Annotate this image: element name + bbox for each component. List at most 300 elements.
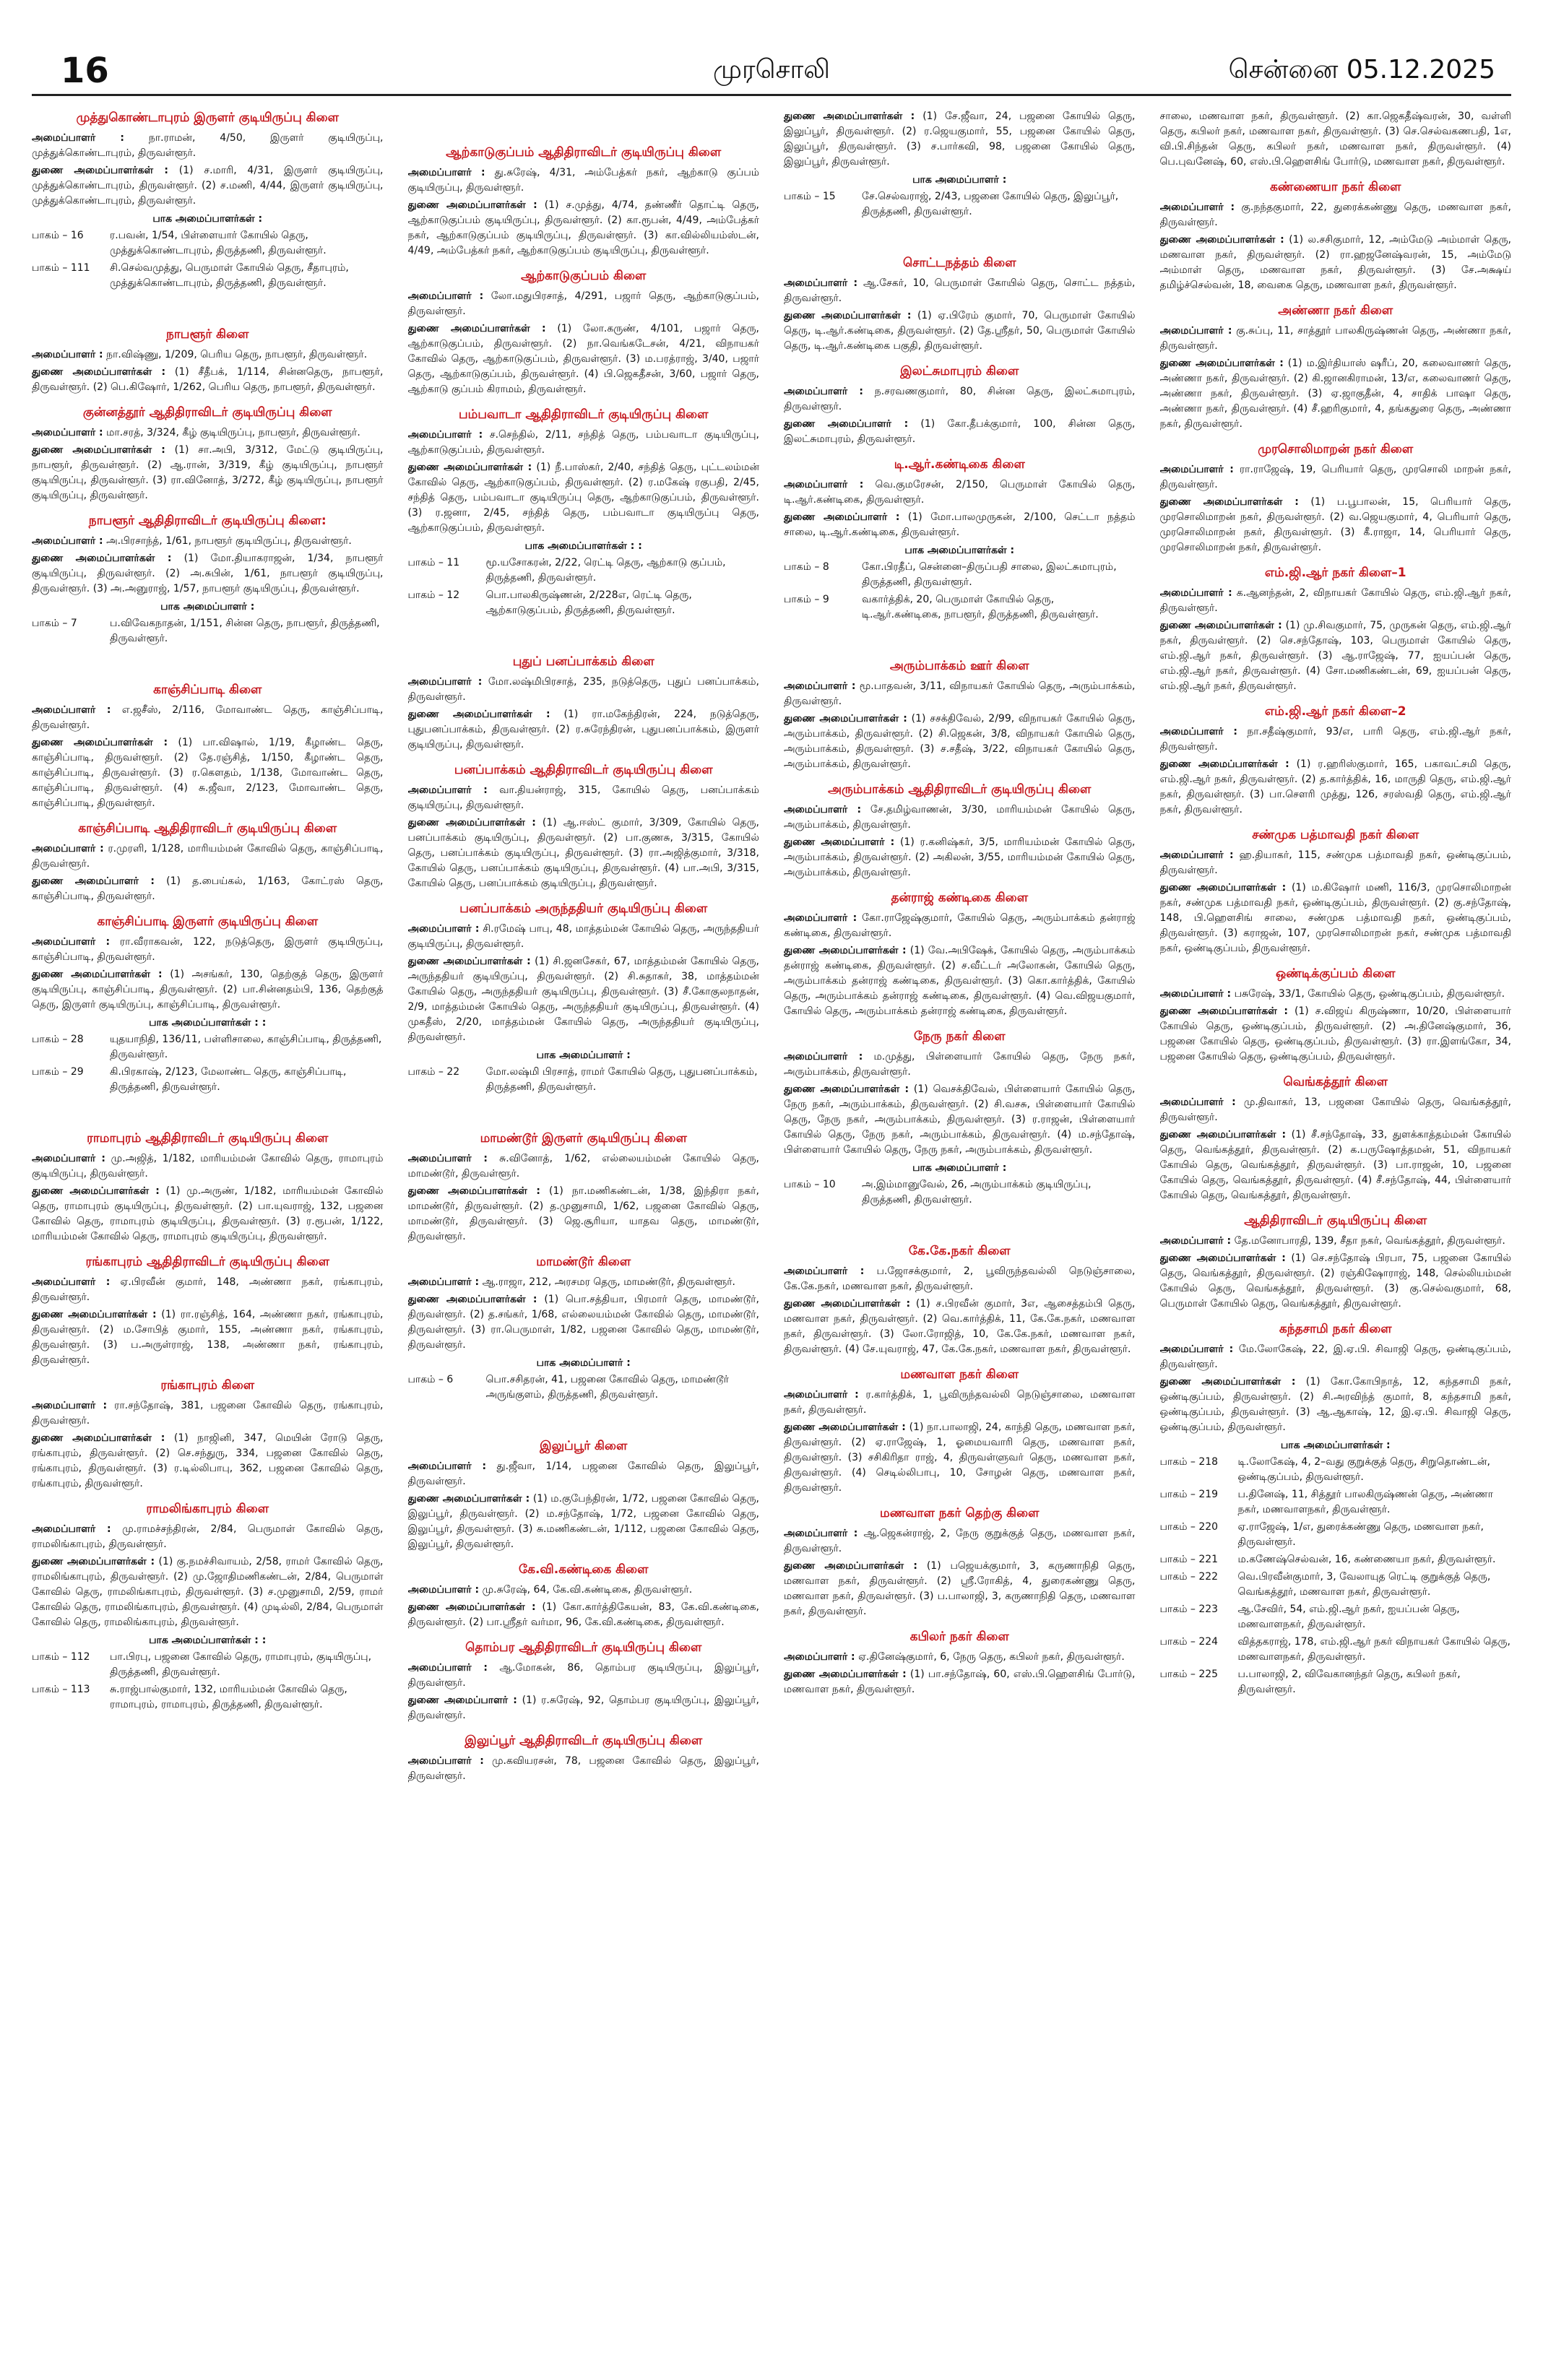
role-label: அமைப்பாளர் : <box>784 277 858 289</box>
role-label: துணை அமைப்பாளர்கள் : <box>784 713 907 724</box>
booth-number: பாகம் – 111 <box>32 262 90 274</box>
branch-section <box>408 761 760 891</box>
role-label: துணை அமைப்பாளர்கள் : <box>32 444 165 456</box>
role-label: அமைப்பாளர் : <box>1159 849 1234 861</box>
office-bearer-entry <box>784 943 1136 1019</box>
booth-entry <box>408 1372 760 1403</box>
booth-member: கி.பிரகாஷ், 2/123, மேலாண்ட தெரு, காஞ்சிப்பாடி, திருத்தணி, திருவள்ளூர். <box>110 1066 347 1093</box>
booth-heading: பாக அமைப்பாளர் : <box>536 1050 631 1061</box>
branch-section <box>784 889 1136 1019</box>
member-details: ரா.ராஜேஷ், 19, பெரியார் தெரு, முரசொலி மாறன் நகர், திருவள்ளூர். <box>1159 464 1511 490</box>
role-label: அமைப்பாளர் : <box>784 680 856 692</box>
role-label: அமைப்பாளர் : <box>407 676 483 688</box>
member-details: (1) பஜெயக்குமார், 3, கருணாநிதி தெரு, மணவாள நகர், திருவள்ளூர். (2) ஸ்ரீ.ரோகித், 4, துரைகண்ணு தெரு, மணவாள நகர், திருவள்ளூர். (3) ப.பாலாஜி, 3, கருணாநிதி தெரு, மணவாள நகர், திருவள்ளூர். <box>784 1560 1136 1617</box>
role-label: அமைப்பாளர் : <box>784 1389 859 1401</box>
branch-title: இலுப்பூர் ஆதிதிராவிடர் குடியிருப்பு கிளை <box>464 1734 703 1748</box>
booth-number: பாகம் – 22 <box>407 1066 460 1078</box>
booth-member: பொ.பாலகிருஷ்ணன், 2/228எ, ரெட்டி தெரு, ஆற்காடுகுப்பம், திருத்தணி, திருவள்ளூர். <box>485 589 692 616</box>
role-label: துணை அமைப்பாளர்கள் : <box>1159 620 1282 631</box>
office-bearer-entry <box>784 802 1136 833</box>
booth-number: பாகம் – 218 <box>1159 1456 1219 1468</box>
role-label: துணை அமைப்பாளர் : <box>784 418 909 430</box>
booth-member: மோ.லஷ்மி பிரசாத், ராமர் கோயில் தெரு, புதுபனப்பாக்கம், திருத்தணி, திருவள்ளூர். <box>485 1066 758 1093</box>
member-details: வெ.குமரேசன், 2/150, பெருமாள் கோயில் தெரு, டி.ஆர்.கண்டிகை, திருவள்ளூர். <box>784 479 1136 506</box>
branch-title: நாபளூர் ஆதிதிராவிடர் குடியிருப்பு கிளை: <box>88 514 327 528</box>
branch-section <box>408 1639 760 1723</box>
branch-section <box>784 781 1136 880</box>
branch-title: ராமாபுரம் ஆதிதிராவிடர் குடியிருப்பு கிளை <box>87 1131 329 1146</box>
branch-section <box>32 512 384 646</box>
booth-member: ப.விவேகநாதன், 1/151, சின்ன தெரு, நாபளூர், திருத்தணி, திருவள்ளூர். <box>110 618 380 644</box>
office-bearer-entry <box>1160 200 1512 230</box>
office-bearer-entry <box>784 417 1136 447</box>
branch-title: ஒண்டிக்குப்பம் கிளை <box>1275 966 1396 981</box>
member-details: (1) கோ.கோபிநாத், 12, கந்தசாமி நகர், ஒண்டிகுப்பம், திருவள்ளூர். (2) சி.அரவிந்த் குமார், 8, கந்தசாமி நகர், ஒண்டிகுப்பம், திருவள்ளூர். (3) ஆ.ஆகாஷ், 12, இ.ஏ.பி. சிவாஜி தெரு, ஒண்டிகுப்பம், திருவள்ளூர். <box>1159 1376 1511 1433</box>
office-bearer-entry <box>32 365 384 395</box>
branch-section <box>408 267 760 397</box>
office-bearer-entry <box>32 935 384 965</box>
office-bearer-entry <box>32 551 384 597</box>
role-label: அமைப்பாளர் : <box>1159 726 1237 737</box>
member-details: ஏ.தினேஷ்குமார், 6, நேரு தெரு, கபிலர் நகர், திருவள்ளூர். <box>858 1651 1125 1663</box>
member-details: (1) கு.நமச்சிவாயம், 2/58, ராமர் கோவில் தெரு, ராமலிங்காபுரம், திருவள்ளூர். (2) மு.ஜோதிமணிகண்டன், 2/84, பெருமாள் கோவில் தெரு, ராமலிங்காபுரம், திருவள்ளூர். (3) ச.முனுசாமி, 2/59, ராமர் கோவில் தெரு, ராமலிங்காபுரம், திருவள்ளூர். (4) முடில்லி, 2/84, பெருமாள் கோவில் தெரு, ராமலிங்காபுரம், திருவள்ளூர். <box>32 1556 384 1628</box>
branch-section <box>1160 1320 1512 1697</box>
member-details: (1) ர.கனிஷ்கர், 3/5, மாரியம்மன் கோயில் தெரு, அரும்பாக்கம், திருவள்ளூர். (2) அகிலன், 3/55, மாரியம்மன் கோயில் தெரு, அரும்பாக்கம், திருவள்ளூர். <box>784 836 1136 878</box>
member-details: (1) வெசக்திவேல், பிள்ளையார் கோயில் தெரு, நேரு நகர், அரும்பாக்கம், திருவள்ளூர். (2) சி.வசசு, பிள்ளையார் கோயில் தெரு, நேரு நகர், அரும்பாக்கம், திருவள்ளூர். (3) ர.ராஜன், பிள்ளையார் கோயில் தெரு, நேரு நகர், அரும்பாக்கம், திருவள்ளூர். (4) ம.சந்தோஷ், பிள்ளையார் கோயில் தெரு, நேரு நகர், அரும்பாக்கம், திருவள்ளூர். <box>784 1083 1136 1156</box>
branch-section <box>32 404 384 503</box>
booth-number: பாகம் – 220 <box>1159 1521 1219 1533</box>
booth-member: ஏ.ராஜேஷ், 1/எ, துரைக்கண்ணு தெரு, மணவாள நகர், திருவள்ளூர். <box>1237 1521 1484 1548</box>
branch-title: சண்முக பத்மாவதி நகர் கிளை <box>1252 828 1419 842</box>
role-label: அமைப்பாளர் : <box>1159 1343 1234 1355</box>
office-bearer-entry <box>408 1661 760 1691</box>
branch-section <box>408 1561 760 1630</box>
branch-section <box>784 254 1136 354</box>
role-label: அமைப்பாளர் : <box>1159 587 1232 599</box>
booth-entry <box>1160 1455 1512 1485</box>
office-bearer-entry <box>408 675 760 705</box>
column-4 <box>1160 109 1512 2370</box>
member-details: மு.ராமச்சந்திரன், 2/84, பெருமாள் கோவில் தெரு, ராமலிங்காபுரம், திருவள்ளூர். <box>32 1523 384 1550</box>
member-details: கு.சுப்பு, 11, சாத்தூர் பாலகிருஷ்ணன் தெரு, அண்ணா நகர், திருவள்ளூர். <box>1159 325 1511 352</box>
branch-title: காஞ்சிப்பாடி இருளர் குடியிருப்பு கிளை <box>97 914 319 929</box>
role-label: அமைப்பாளர் : <box>32 132 125 144</box>
role-label: அமைப்பாளர் : <box>407 429 483 441</box>
member-details: (1) ஆ.ஈஸ்ட் குமார், 3/309, கோயில் தெரு, பனப்பாக்கம் குடியிருப்பு, திருவள்ளூர். (2) பா.குணசு, 3/315, கோயில் தெரு, பனப்பாக்கம் குடியிருப்பு, திருவள்ளூர். (3) ரா.அஜித்குமார், 3/318, கோயில் தெரு, பனப்பாக்கம் குடியிருப்பு, திருவள்ளூர். (4) பா.அபி, 3/315, கோயில் தெரு, பனப்பாக்கம் குடியிருப்பு, திருவள்ளூர். <box>407 817 759 889</box>
office-bearer-entry <box>32 443 384 503</box>
office-bearer-entry <box>32 703 384 733</box>
office-bearer-entry <box>32 1275 384 1305</box>
branch-title: நேரு நகர் கிளை <box>913 1029 1006 1044</box>
edition-date: சென்னை 05.12.2025 <box>1228 55 1495 85</box>
office-bearer-entry <box>408 707 760 753</box>
branch-section <box>784 363 1136 447</box>
member-details: எ.ஜசீஸ், 2/116, மோவாண்ட தெரு, காஞ்சிப்பாடி, திருவள்ளூர். <box>32 704 384 731</box>
member-details: (1) சீ.சந்தோஷ், 33, துளக்காத்தம்மன் கோயில் தெரு, வெங்கத்தூர், திருவள்ளூர். (2) க.பருஷோத்தமன், 51, விநாயகர் கோயில் தெரு, வெங்கத்தூர், திருவள்ளூர். (3) பா.ராஜன், 10, பஜனை கோயில் தெரு, வெங்கத்தூர், திருவள்ளூர். (4) சீ.சந்தோஷ், 44, பிள்ளையார் கோயில் தெரு, வெங்கத்தூர், திருவள்ளூர். <box>1159 1129 1511 1201</box>
office-bearer-entry <box>408 460 760 536</box>
member-details: மு.சுரேஷ், 64, கே.வி.கண்டிகை, திருவள்ளூர். <box>482 1584 693 1596</box>
role-label: துணை அமைப்பாளர்கள் : <box>784 111 915 122</box>
office-bearer-entry <box>1160 757 1512 818</box>
branch-title: கந்தசாமி நகர் கிளை <box>1279 1322 1392 1336</box>
booth-number: பாகம் – 10 <box>784 1179 836 1190</box>
branch-section <box>1160 564 1512 694</box>
booth-member: சு.ராஜ்பால்குமார், 132, மாரியம்மன் கோவில் தெரு, ராமாபுரம், ராமாபுரம், திருத்தணி, திருவள்ளூர். <box>110 1684 347 1710</box>
member-details: நா.விஷ்ணு, 1/209, பெரிய தெரு, நாபளூர், திருவள்ளூர். <box>106 349 368 360</box>
member-details: சாலை, மணவாள நகர், திருவள்ளூர். (2) கா.ஜெகதீஷ்வரன், 30, வள்ளி தெரு, கபிலர் நகர், மணவாள நகர், திருவள்ளூர். (3) செ.செல்வகணபதி, 1எ, வி.பி.சிந்தன் தெரு, கபிலர் நகர், மணவாள நகர், திருவள்ளூர். (4) பெ.புவனேஷ், 60, எஸ்.பி.ஹௌசிங் போர்டு, மணவாள நகர், திருவள்ளூர். <box>1159 111 1511 168</box>
role-label: அமைப்பாளர் : <box>1159 464 1234 475</box>
member-details: (1) மு.அருண், 1/182, மாரியம்மன் கோவில் தெரு, ராமாபுரம் குடியிருப்பு, திருவள்ளூர். (2) பா.யுவராஜ், 132, பஜனை கோவில் தெரு, ராமாபுரம் குடியிருப்பு, திருவள்ளூர். (3) ர.ரூபன், 1/122, மாரியம்மன் கோவில் தெரு, ராமாபுரம் குடியிருப்பு, திருவள்ளூர். <box>32 1185 384 1242</box>
role-label: துணை அமைப்பாளர்கள் : <box>1159 1129 1287 1141</box>
member-details: மூ.பாதவன், 3/11, விநாயகர் கோயில் தெரு, அரும்பாக்கம், திருவள்ளூர். <box>784 680 1136 707</box>
role-label: அமைப்பாளர் : <box>407 167 485 178</box>
booth-member: வெ.பிரவீன்குமார், 3, வேலாயுத ரெட்டி குறுக்குத் தெரு, வெங்கத்தூர், மணவாள நகர், திருவள்ளூர். <box>1237 1571 1491 1598</box>
member-details: ர.கார்த்திக், 1, பூவிருந்தவல்லி நெடுஞ்சாலை, மணவாள நகர், திருவள்ளூர். <box>784 1389 1136 1416</box>
office-bearer-entry <box>784 1082 1136 1158</box>
office-bearer-entry <box>784 1388 1136 1418</box>
branch-title: ரங்காபுரம் ஆதிதிராவிடர் குடியிருப்பு கிளை <box>85 1255 329 1269</box>
office-bearer-entry <box>408 1151 760 1182</box>
role-label: துணை அமைப்பாளர்கள் : <box>407 462 532 473</box>
role-label: துணை அமைப்பாளர்கள் : <box>32 1432 165 1444</box>
branch-title: முத்துகொண்டாபுரம் இருளர் குடியிருப்பு கிளை <box>76 111 339 125</box>
booth-entry <box>1160 1635 1512 1665</box>
booth-entry <box>1160 1487 1512 1518</box>
branch-section <box>784 1028 1136 1208</box>
booth-heading: பாக அமைப்பாளர்கள் : <box>904 545 1015 556</box>
member-details: (1) மோ.தியாகராஜன், 1/34, நாபளூர் குடியிருப்பு, திருவள்ளூர். (2) அ.சுபின், 1/61, நாபளூர் குடியிருப்பு, திருவள்ளூர். (3) அ.அனுராஜ், 1/57, நாபளூர் குடியிருப்பு, திருவள்ளூர். <box>32 553 384 594</box>
member-details: தே.மனோபாரதி, 139, சீதா நகர், வெங்கத்தூர், திருவள்ளூர். <box>1234 1235 1505 1247</box>
office-bearer-entry <box>784 308 1136 354</box>
branch-title: எம்.ஜி.ஆர் நகர் கிளை–1 <box>1264 566 1406 580</box>
booth-member: ப.பாலாஜி, 2, விவேகானந்தர் தெரு, கபிலர் நகர், திருவள்ளூர். <box>1237 1669 1461 1695</box>
branch-section <box>784 657 1136 772</box>
branch-title: கே.வி.கண்டிகை கிளை <box>519 1562 649 1577</box>
booth-number: பாகம் – 223 <box>1159 1604 1219 1615</box>
office-bearer-entry <box>408 1693 760 1723</box>
booth-entry <box>32 1065 384 1095</box>
masthead <box>32 43 1511 96</box>
booth-member: ப.தினேஷ், 11, சித்தூர் பாலகிருஷ்ணன் தெரு, அண்ணா நகர், மணவாளநகர், திருவள்ளூர். <box>1237 1489 1493 1515</box>
office-bearer-entry <box>1160 109 1512 170</box>
booth-heading: பாக அமைப்பாளர்கள் : : <box>149 1635 267 1646</box>
office-bearer-entry <box>784 1559 1136 1619</box>
branch-section <box>408 1130 760 1245</box>
branch-title: இலுப்பூர் கிளை <box>540 1439 628 1453</box>
office-bearer-entry <box>408 954 760 1045</box>
role-label: அமைப்பாளர் : <box>1159 988 1232 1000</box>
booth-member: சி.செல்வமுத்து, பெருமாள் கோயில் தெரு, சீதாபுரம், முத்துக்கொண்டாபுரம், திருத்தணி, திருவள்ளூர். <box>110 262 349 289</box>
office-bearer-entry <box>408 1459 760 1489</box>
member-details: (1) ச.பிரவீன் குமார், 3எ, ஆசைத்தம்பி தெரு, மணவாள நகர், திருவள்ளூர். (2) வெ.கார்த்திக், 11, கே.கே.நகர், மணவாள நகர், திருவள்ளூர். (3) லோ.ரோஜித், 10, கே.கே.நகர், மணவாள நகர், திருவள்ளூர். (4) சே.யுவராஜ், 47, கே.கே.நகர், மணவாள நகர், திருவள்ளூர். <box>784 1298 1136 1355</box>
member-details: கோ.ராஜேஷ்குமார், கோயில் தெரு, அரும்பாக்கம் தன்ராஜ் கண்டிகை, திருவள்ளூர். <box>784 912 1136 939</box>
member-details: ஆ.சேகர், 10, பெருமாள் கோயில் தெரு, சொட்ட நத்தம், திருவள்ளூர். <box>784 277 1136 304</box>
branch-section <box>408 1437 760 1552</box>
booth-number: பாகம் – 12 <box>407 589 460 601</box>
branch-section <box>784 1242 1136 1357</box>
member-details: அ.பிரசாந்த், 1/61, நாபளூர் குடியிருப்பு, திருவள்ளூர். <box>106 535 352 547</box>
booth-member: பா.பிரபு, பஜனை கோவில் தெரு, ராமாபுரம், குடியிருப்பு, திருத்தணி, திருவள்ளூர். <box>110 1651 372 1678</box>
member-details: வா.தியன்ராஜ், 315, கோயில் தெரு, பனப்பாக்கம் குடியிருப்பு, திருவள்ளூர். <box>407 784 759 811</box>
booth-entry <box>32 616 384 646</box>
branch-section <box>1160 965 1512 1065</box>
member-details: து.சுரேஷ், 4/31, அம்பேத்கர் நகர், ஆற்காடு குப்பம் குடியிருப்பு, திருவள்ளூர். <box>407 167 759 194</box>
member-details: (1) ச.மாரி, 4/31, இருளர் குடியிருப்பு, முத்துக்கொண்டாபுரம், திருவள்ளூர். (2) ச.மணி, 4/44, இருளர் குடியிருப்பு, முத்துக்கொண்டாபுரம், திருவள்ளூர். <box>32 165 384 207</box>
member-details: (1) ம.கிஷோர் மணி, 116/3, முரசொலிமாறன் நகர், சண்முக பத்மாவதி நகர், ஒண்டிகுப்பம், திருவள்ளூர். (2) கு.சந்தோஷ், 148, பி.ஹௌசிங் சாலை, சண்முக பத்மாவதி நகர், ஒண்டிகுப்பம், திருவள்ளூர். (3) கராஜன், 107, முரசொலிமாறன் நகர், சண்முக பத்மாவதி நகர், ஒண்டிகுப்பம், திருவள்ளூர். <box>1159 882 1511 954</box>
member-details: (1) ர.சுரேஷ், 92, தொம்பர குடியிருப்பு, இலுப்பூர், திருவள்ளூர். <box>407 1695 759 1721</box>
branch-section <box>1160 441 1512 555</box>
office-bearer-entry <box>32 1307 384 1368</box>
role-label: அமைப்பாளர் : <box>1159 1235 1232 1247</box>
office-bearer-entry <box>408 1292 760 1353</box>
role-label: துணை அமைப்பாளர்கள் : <box>1159 882 1287 893</box>
role-label: அமைப்பாளர் : <box>784 386 863 397</box>
role-label: துணை அமைப்பாளர்கள் : <box>407 1185 540 1197</box>
booth-entry <box>408 1065 760 1095</box>
office-bearer-entry <box>1160 1342 1512 1372</box>
branch-section <box>1160 1073 1512 1203</box>
branch-section <box>1160 302 1512 432</box>
role-label: துணை அமைப்பாளர்கள் : <box>784 1560 918 1572</box>
branch-title: காஞ்சிப்பாடி ஆதிதிராவிடர் குடியிருப்பு கிளை <box>78 821 337 836</box>
branch-title: பனப்பாக்கம் ஆதிதிராவிடர் குடியிருப்பு கிளை <box>454 763 713 777</box>
booth-entry <box>32 1650 384 1680</box>
office-bearer-entry <box>784 1650 1136 1665</box>
booth-member: சே.செல்வராஜ், 2/43, பஜனை கோயில் தெரு, இலுப்பூர், திருத்தணி, திருவள்ளூர். <box>862 191 1119 217</box>
office-bearer-entry <box>1160 1128 1512 1203</box>
role-label: அமைப்பாளர் : <box>407 1153 488 1164</box>
office-bearer-entry <box>32 967 384 1013</box>
branch-title: மணவாள நகர் தெற்கு கிளை <box>880 1506 1040 1520</box>
role-label: அமைப்பாளர் : <box>784 1528 858 1539</box>
branch-title: ராமலிங்காபுரம் கிளை <box>146 1502 269 1516</box>
branch-section <box>32 1500 384 1713</box>
newspaper-title: முரசொலி <box>713 55 830 85</box>
booth-member: ம.கணேஷ்செல்வன், 16, கண்ணையா நகர், திருவள்ளூர். <box>1237 1554 1496 1565</box>
member-details: (1) ஏ.பிரேம் குமார், 70, பெருமாள் கோயில் தெரு, டி.ஆர்.கண்டிகை, திருவள்ளூர். (2) தே.ஸ்ரீதர், 50, பெருமாள் கோயில் தெரு, டி.ஆர்.கண்டிகை பகுதி, திருவள்ளூர். <box>784 310 1136 352</box>
branch-section <box>408 653 760 753</box>
role-label: துணை அமைப்பாளர்கள் : <box>784 1298 911 1310</box>
role-label: துணை அமைப்பாளர்கள் : <box>32 1309 157 1320</box>
office-bearer-entry <box>1160 233 1512 293</box>
role-label: துணை அமைப்பாளர்கள் : <box>1159 1005 1288 1017</box>
branch-section <box>408 900 760 1095</box>
column-1 <box>32 109 384 2370</box>
office-bearer-entry <box>784 109 1136 170</box>
branch-section <box>32 820 384 904</box>
office-bearer-entry <box>1160 324 1512 354</box>
branch-title: ரங்காபுரம் கிளை <box>160 1378 255 1393</box>
role-label: அமைப்பாளர் : <box>32 1523 111 1535</box>
role-label: அமைப்பாளர் : <box>32 936 111 948</box>
role-label: துணை அமைப்பாளர் : <box>784 511 900 523</box>
role-label: துணை அமைப்பாளர்கள் : <box>407 817 536 828</box>
member-details: (1) நா.பாலாஜி, 24, காந்தி தெரு, மணவாள நகர், திருவள்ளூர். (2) ஏ.ராஜேஷ், 1, ஓமையவாரி தெரு, மணவாள நகர், திருவள்ளூர். (3) சசிகிரிதா ராஜ், 4, திருவள்ளுவர் தெரு, மணவாள நகர், திருவள்ளூர். (4) செடில்லிபாபு, 10, சோழன் தெரு, மணவாள நகர், திருவள்ளூர். <box>784 1421 1136 1494</box>
branch-title: மணவாள நகர் கிளை <box>900 1367 1019 1382</box>
role-label: துணை அமைப்பாளர்கள் : <box>1159 758 1289 770</box>
member-details: (1) ச.முத்து, 4/74, தண்ணீர் தொட்டி தெரு, ஆற்காடுகுப்பம் குடியிருப்பு, திருவள்ளூர். (2) கா.ரூபன், 4/49, அம்பேத்கர் நகர், ஆற்காடுகுப்பம் குடியிருப்பு, திருவள்ளூர். (3) கா.வில்லியம்ஸ்டன், 4/49, அம்பேத்கர் நகர், ஆற்காடுகுப்பம் குடியிருப்பு, திருவள்ளூர். <box>407 199 759 256</box>
branch-title: காஞ்சிப்பாடி கிளை <box>153 683 262 697</box>
member-details: (1) நீ.பாஸ்கர், 2/40, சந்தித் தெரு, புட்டலம்மன் கோவில் தெரு, ஆற்காடுகுப்பம், திருவள்ளூர். (2) ர.மகேஷ் ரகுபதி, 2/45, சந்தித் தெரு, பம்பவாடா குடியிருப்பு தெரு, ஆற்காடுகுப்பம், திருவள்ளூர். (3) ர.ஜனா, 2/45, சந்தித் தெரு, பம்பவாடா குடியிருப்பு தெரு, ஆற்காடுகுப்பம், திருவள்ளூர். <box>407 462 759 534</box>
member-details: (1) கோ.தீபக்குமார், 100, சின்ன தெரு, இலட்சுமாபுரம், திருவள்ளூர். <box>784 418 1136 445</box>
role-label: அமைப்பாளர் : <box>32 843 104 854</box>
office-bearer-entry <box>32 735 384 811</box>
booth-number: பாகம் – 9 <box>784 594 829 605</box>
branch-title: தன்ராஜ் கண்டிகை கிளை <box>891 891 1029 905</box>
booth-entry <box>1160 1552 1512 1567</box>
member-details: ஏ.பிரவீன் குமார், 148, அண்ணா நகர், ரங்காபுரம், திருவள்ளூர். <box>32 1276 384 1303</box>
member-details: (1) மோ.பாலமுருகன், 2/100, செட்டா நத்தம் சாலை, டி.ஆர்.கண்டிகை, திருவள்ளூர். <box>784 511 1136 538</box>
office-bearer-entry <box>408 428 760 458</box>
booth-heading: பாக அமைப்பாளர் : <box>912 1162 1007 1174</box>
booth-entry <box>784 1177 1136 1208</box>
role-label: அமைப்பாளர் : <box>784 1651 855 1663</box>
member-details: (1) பொ.சத்தியா, பிரமார் தெரு, மாமண்டூர், திருவள்ளூர். (2) த.சங்கர், 1/68, எல்லையம்மன் கோவில் தெரு, மாமண்டூர், திருவள்ளூர். (3) ரா.பெருமாள், 1/82, பஜனை கோவில் தெரு, மாமண்டூர், திருவள்ளூர். <box>407 1294 759 1351</box>
office-bearer-entry <box>784 510 1136 540</box>
booth-number: பாகம் – 224 <box>1159 1636 1219 1648</box>
member-details: சு.வினோத், 1/62, எல்லையம்மன் கோயில் தெரு, மாமண்டூர், திருவள்ளூர். <box>407 1153 759 1180</box>
office-bearer-entry <box>784 1297 1136 1357</box>
member-details: சி.ரமேஷ் பாபு, 48, மாத்தம்மன் கோயில் தெரு, அருந்ததியர் குடியிருப்பு, திருவள்ளூர். <box>407 923 759 950</box>
member-details: ரா.வீராகவன், 122, நடுத்தெரு, இருளர் குடியிருப்பு, காஞ்சிப்பாடி, திருவள்ளூர். <box>32 936 384 963</box>
role-label: துணை அமைப்பாளர்கள் : <box>407 323 546 334</box>
member-details: மோ.லஷ்மிபிரசாத், 235, நடுத்தெரு, புதுப் பனப்பாக்கம், திருவள்ளூர். <box>407 676 759 703</box>
role-label: அமைப்பாளர் : <box>1159 202 1235 213</box>
role-label: துணை அமைப்பாளர்கள் : <box>32 553 172 564</box>
branch-title: குன்னத்தூர் ஆதிதிராவிடர் குடியிருப்பு கிளை <box>82 405 332 420</box>
office-bearer-entry <box>408 198 760 259</box>
office-bearer-entry <box>32 1151 384 1182</box>
office-bearer-entry <box>32 841 384 872</box>
booth-number: பாகம் – 222 <box>1159 1571 1219 1583</box>
booth-entry <box>784 560 1136 590</box>
role-label: அமைப்பாளர் : <box>407 1662 488 1674</box>
branch-section <box>784 1366 1136 1496</box>
office-bearer-entry <box>1160 1095 1512 1125</box>
booth-entry <box>1160 1570 1512 1600</box>
role-label: துணை அமைப்பாளர் : <box>407 1695 517 1706</box>
member-details: பசுரேஷ், 33/1, கோயில் தெரு, ஒண்டிகுப்பம், திருவள்ளூர். <box>1234 988 1505 1000</box>
role-label: அமைப்பாளர் : <box>784 1051 863 1063</box>
column-2 <box>408 109 760 2370</box>
member-details: ஆ.மோகன், 86, தொம்பர குடியிருப்பு, இலுப்பூர், திருவள்ளூர். <box>407 1662 759 1689</box>
member-details: மு.அஜித், 1/182, மாரியம்மன் கோவில் தெரு, ராமாபுரம் குடியிருப்பு, திருவள்ளூர். <box>32 1153 384 1180</box>
office-bearer-entry <box>1160 1251 1512 1312</box>
branch-title: வெங்கத்தூர் கிளை <box>1283 1075 1388 1089</box>
booth-heading: பாக அமைப்பாளர்கள் : : <box>149 1017 267 1029</box>
office-bearer-entry <box>408 289 760 319</box>
booth-number: பாகம் – 112 <box>32 1651 90 1663</box>
branch-section <box>408 1732 760 1784</box>
role-label: துணை அமைப்பாளர்கள் : <box>1159 234 1284 246</box>
member-details: நா.ராமன், 4/50, இருளர் குடியிருப்பு, முத்துக்கொண்டாபுரம், திருவள்ளூர். <box>32 132 384 159</box>
role-label: துணை அமைப்பாளர்கள் : <box>32 165 168 176</box>
role-label: துணை அமைப்பாளர்கள் : <box>32 969 163 980</box>
role-label: துணை அமைப்பாளர்கள் : <box>1159 1376 1296 1388</box>
member-details: (1) சீதீபக், 1/114, சின்னதெரு, நாபளூர், திருவள்ளூர். (2) பெ.கிஷோர், 1/262, பெரிய தெரு, நாபளூர், திருவள்ளூர். <box>32 366 384 393</box>
branch-section <box>1160 826 1512 956</box>
member-details: ஹ.தியாகர், 115, சண்முக பத்மாவதி நகர், ஒண்டிகுப்பம், திருவள்ளூர். <box>1159 849 1511 876</box>
office-bearer-entry <box>784 384 1136 415</box>
member-details: ர.முரளி, 1/128, மாரியம்மன் கோவில் தெரு, காஞ்சிப்பாடி, திருவள்ளூர். <box>32 843 384 870</box>
office-bearer-entry <box>784 711 1136 772</box>
booth-member: அ.இம்மானுவேல், 26, அரும்பாக்கம் குடியிருப்பு, திருத்தணி, திருவள்ளூர். <box>862 1179 1092 1206</box>
office-bearer-entry <box>408 815 760 891</box>
branch-section <box>784 1628 1136 1697</box>
member-details: (1) அசங்கர், 130, தெற்குத் தெரு, இருளர் குடியிருப்பு, காஞ்சிப்பாடி, திருவள்ளூர். (2) பா.சின்னதம்பி, 136, தெற்குத் தெரு, இருளர் குடியிருப்பு, காஞ்சிப்பாடி, திருவள்ளூர். <box>32 969 384 1011</box>
role-label: துணை அமைப்பாளர்கள் : <box>32 1185 160 1197</box>
member-details: ச.செந்தில், 2/11, சந்தித் தெரு, பம்பவாடா குடியிருப்பு, ஆற்காடுகுப்பம், திருவள்ளூர். <box>407 429 759 456</box>
office-bearer-entry <box>408 321 760 397</box>
member-details: லோ.மதுபிரசாத், 4/291, பஜார் தெரு, ஆற்காடுகுப்பம், திருவள்ளூர். <box>407 290 759 317</box>
member-details: (1) நாஜினி, 347, மெயின் ரோடு தெரு, ரங்காபுரம், திருவள்ளூர். (2) செ.சந்துரு, 334, பஜனை கோவில் தெரு, ரங்காபுரம், திருவள்ளூர். (3) ர.டில்லிபாபு, 362, பஜனை கோவில் தெரு, ரங்காபுரம், திருவள்ளூர். <box>32 1432 384 1489</box>
role-label: துணை அமைப்பாளர்கள் : <box>32 737 168 748</box>
role-label: துணை அமைப்பாளர்கள் : <box>784 1669 907 1680</box>
booth-entry <box>32 228 384 259</box>
role-label: துணை அமைப்பாளர்கள் : <box>784 1083 909 1095</box>
role-label: துணை அமைப்பாளர் : <box>784 836 895 848</box>
booth-entry <box>1160 1602 1512 1632</box>
role-label: அமைப்பாளர் : <box>32 1400 108 1411</box>
role-label: அமைப்பாளர் : <box>784 804 862 815</box>
office-bearer-entry <box>32 1554 384 1630</box>
booth-entry <box>32 1032 384 1063</box>
columns <box>32 96 1511 2370</box>
branch-title: கபிலர் நகர் கிளை <box>909 1630 1009 1644</box>
member-details: (1) வே.அபிஷேக், கோயில் தெரு, அரும்பாக்கம் தன்ராஜ் கண்டிகை, திருவள்ளூர். (2) ச.வீட்டர் அலோகன், கோயில் தெரு, அரும்பாக்கம் தன்ராஜ் கண்டிகை, திருவள்ளூர். (3) கொ.கார்த்திக், கோயில் தெரு, அரும்பாக்கம் தன்ராஜ் கண்டிகை, திருவள்ளூர். (4) வெ.விஜயகுமார், கோயில் தெரு, அரும்பாக்கம் தன்ராஜ் கண்டிகை, திருவள்ளூர். <box>784 945 1136 1017</box>
booth-heading: பாக அமைப்பாளர் : <box>160 601 255 613</box>
office-bearer-entry <box>32 425 384 441</box>
office-bearer-entry <box>784 1050 1136 1080</box>
office-bearer-entry <box>784 1667 1136 1697</box>
branch-title: ஆற்காடுகுப்பம் கிளை <box>521 269 647 283</box>
booth-entry <box>784 592 1136 623</box>
booth-entry <box>32 261 384 291</box>
office-bearer-entry <box>1160 1375 1512 1435</box>
member-details: (1) ரா.ரஞ்சித், 164, அண்ணா நகர், ரங்காபுரம், திருவள்ளூர். (2) ம.சோபித் குமார், 155, அண்ணா நகர், ரங்காபுரம், திருவள்ளூர். (3) ப.அருள்ராஜ், 138, அண்ணா நகர், ரங்காபுரம், திருவள்ளூர். <box>32 1309 384 1366</box>
branch-title: புதுப் பனப்பாக்கம் கிளை <box>512 654 654 669</box>
role-label: துணை அமைப்பாளர்கள் : <box>407 199 537 211</box>
role-label: அமைப்பாளர் : <box>32 1276 111 1288</box>
branch-section <box>32 1253 384 1368</box>
branch-title: ஆற்காடுகுப்பம் ஆதிதிராவிடர் குடியிருப்பு கிளை <box>446 145 722 160</box>
role-label: துணை அமைப்பாளர்கள் : <box>407 956 531 967</box>
role-label: அமைப்பாளர் : <box>407 923 480 935</box>
role-label: அமைப்பாளர் : <box>407 1584 480 1596</box>
role-label: அமைப்பாளர் : <box>407 290 484 302</box>
role-label: அமைப்பாளர் : <box>1159 325 1232 337</box>
branch-title: மாமண்டூர் கிளை <box>536 1255 631 1269</box>
member-details: (1) ம.குபேந்திரன், 1/72, பஜனை கோவில் தெரு, இலுப்பூர், திருவள்ளூர். (2) ம.சந்தோஷ், 1/72, பஜனை கோவில் தெரு, இலுப்பூர், திருவள்ளூர். (3) சு.மணிகண்டன், 1/112, பஜனை கோவில் தெரு, இலுப்பூர், திருவள்ளூர். <box>407 1493 759 1550</box>
member-details: மே.லோகேஷ், 22, இ.ஏ.பி. சிவாஜி தெரு, ஒண்டிகுப்பம், திருவள்ளூர். <box>1159 1343 1511 1370</box>
office-bearer-entry <box>784 477 1136 508</box>
role-label: அமைப்பாளர் : <box>407 784 488 796</box>
booth-number: பாகம் – 8 <box>784 561 829 573</box>
branch-title: மாமண்டூர் இருளர் குடியிருப்பு கிளை <box>480 1131 687 1146</box>
member-details: மு.திவாகர், 13, பஜனை கோயில் தெரு, வெங்கத்தூர், திருவள்ளூர். <box>1159 1096 1511 1123</box>
branch-section <box>784 1505 1136 1619</box>
member-details: ந.சரவணகுமார், 80, சின்ன தெரு, இலட்சுமாபுரம், திருவள்ளூர். <box>784 386 1136 412</box>
role-label: அமைப்பாளர் : <box>32 704 111 716</box>
role-label: துணை அமைப்பாளர்கள் : <box>1159 496 1299 508</box>
office-bearer-entry <box>784 835 1136 880</box>
member-details: து.ஜீவா, 1/14, பஜனை கோவில் தெரு, இலுப்பூர், திருவள்ளூர். <box>407 1461 759 1487</box>
role-label: துணை அமைப்பாளர்கள் : <box>1159 358 1284 369</box>
branch-title: அரும்பாக்கம் ஊர் கிளை <box>889 659 1029 673</box>
booth-number: பாகம் – 113 <box>32 1684 90 1695</box>
member-details: (1) ப.பூபாலன், 15, பெரியார் தெரு, முரசொலிமாறன் நகர், திருவள்ளூர். (2) வ.ஜெயகுமார், 4, பெரியார் தெரு, முரசொலிமாறன் நகர், திருவள்ளூர். (3) கீ.ராஜா, 14, பெரியார் தெரு, முரசொலிமாறன் நகர், திருவள்ளூர். <box>1159 496 1511 553</box>
office-bearer-entry <box>1160 618 1512 694</box>
